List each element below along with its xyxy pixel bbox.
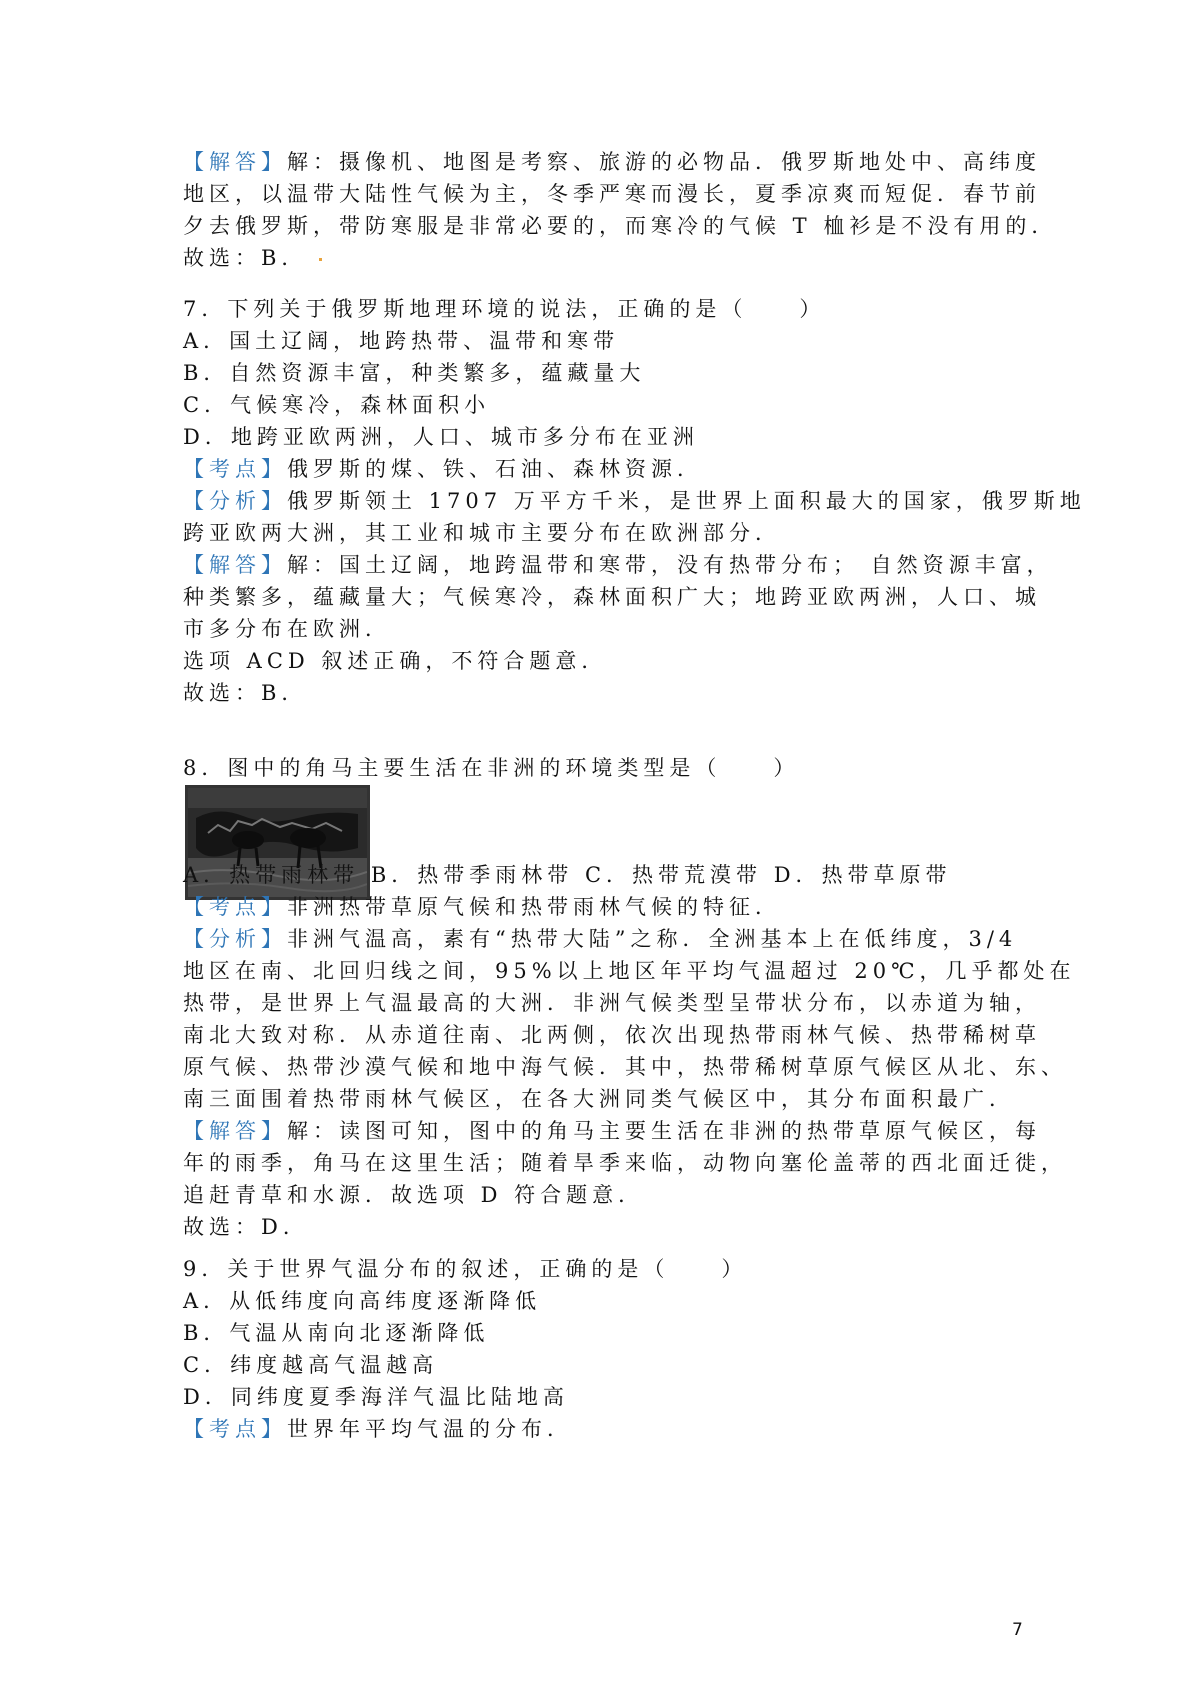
jieda-tag: 【解答】 — [183, 1119, 287, 1143]
fenxi-tag: 【分析】 — [183, 489, 287, 513]
option-a: A．从低纬度向高纬度逐渐降低 — [183, 1289, 542, 1313]
option-d: D．同纬度夏季海洋气温比陆地高 — [183, 1385, 569, 1409]
kaodian-tag: 【考点】 — [183, 895, 287, 919]
jieda-line: 追赶青草和水源．故选项 D 符合题意． — [183, 1183, 645, 1207]
decorative-dot — [319, 258, 322, 261]
question-stem: 8．图中的角马主要生活在非洲的环境类型是（ ） — [183, 756, 800, 780]
kaodian-text: 俄罗斯的煤、铁、石油、森林资源． — [287, 457, 703, 481]
jieda-line: 市多分布在欧洲． — [183, 617, 391, 641]
q6-answer-section — [183, 146, 1058, 274]
q6-answer-line: 解：摄像机、地图是考察、旅游的必物品．俄罗斯地处中、高纬度 — [287, 150, 1041, 174]
fenxi-line: 南北大致对称．从赤道往南、北两侧，依次出现热带雨林气候、热带稀树草 — [183, 1023, 1041, 1047]
fenxi-tag: 【分析】 — [183, 927, 287, 951]
jieda-tag: 【解答】 — [183, 553, 287, 577]
option-d: D．地跨亚欧两洲，人口、城市多分布在亚洲 — [183, 425, 699, 449]
fenxi-line: 俄罗斯领土 1707 万平方千米，是世界上面积最大的国家，俄罗斯地 — [287, 489, 1086, 513]
question-7 — [183, 293, 1086, 709]
kaodian-tag: 【考点】 — [183, 457, 287, 481]
q6-answer-line: 故选：B． — [183, 246, 308, 270]
fenxi-line: 非洲气温高，素有“热带大陆”之称．全洲基本上在低纬度，3/4 — [287, 927, 1018, 951]
option-b: B．气温从南向北逐渐降低 — [183, 1321, 490, 1345]
jieda-line: 解：读图可知，图中的角马主要生活在非洲的热带草原气候区，每 — [287, 1119, 1041, 1143]
q6-answer-line: 地区，以温带大陆性气候为主，冬季严寒而漫长，夏季凉爽而短促．春节前 — [183, 182, 1041, 206]
kaodian-text: 世界年平均气温的分布． — [287, 1417, 573, 1441]
question-stem: 7．下列关于俄罗斯地理环境的说法，正确的是（ ） — [183, 297, 826, 321]
jieda-line: 解：国土辽阔，地跨温带和寒带，没有热带分布； 自然资源丰富， — [287, 553, 1053, 577]
q6-answer-line: 夕去俄罗斯，带防寒服是非常必要的，而寒冷的气候 T 桖衫是不没有用的． — [183, 214, 1058, 238]
question-8-body — [183, 859, 1076, 1243]
question-9 — [183, 1253, 1023, 1445]
kaodian-text: 非洲热带草原气候和热带雨林气候的特征． — [287, 895, 781, 919]
options-line: A．热带雨林带 B．热带季雨林带 C．热带荒漠带 D．热带草原带 — [183, 863, 952, 887]
page-number: 7 — [1012, 1620, 1023, 1640]
fenxi-line: 跨亚欧两大洲，其工业和城市主要分布在欧洲部分． — [183, 521, 781, 545]
option-a: A．国土辽阔，地跨热带、温带和寒带 — [183, 329, 620, 353]
fenxi-line: 热带，是世界上气温最高的大洲．非洲气候类型呈带状分布，以赤道为轴， — [183, 991, 1041, 1015]
jieda-line: 种类繁多，蕴藏量大；气候寒冷，森林面积广大；地跨亚欧两洲，人口、城 — [183, 585, 1041, 609]
jieda-line: 故选：D． — [183, 1215, 309, 1239]
kaodian-tag: 【考点】 — [183, 1417, 287, 1441]
option-c: C．气候寒冷，森林面积小 — [183, 393, 491, 417]
question-stem: 9．关于世界气温分布的叙述，正确的是（ ） — [183, 1257, 748, 1281]
jieda-line: 年的雨季，角马在这里生活；随着旱季来临，动物向塞伦盖蒂的西北面迁徙， — [183, 1151, 1067, 1175]
fenxi-line: 地区在南、北回归线之间，95%以上地区年平均气温超过 20℃，几乎都处在 — [183, 959, 1076, 983]
option-c: C．纬度越高气温越高 — [183, 1353, 439, 1377]
fenxi-line: 原气候、热带沙漠气候和地中海气候．其中，热带稀树草原气候区从北、东、 — [183, 1055, 1067, 1079]
question-8-stem — [183, 752, 1023, 784]
jieda-line: 选项 ACD 叙述正确，不符合题意． — [183, 649, 608, 673]
jieda-tag: 【解答】 — [183, 150, 287, 174]
option-b: B．自然资源丰富，种类繁多，蕴藏量大 — [183, 361, 646, 385]
jieda-line: 故选：B． — [183, 681, 308, 705]
fenxi-line: 南三面围着热带雨林气候区，在各大洲同类气候区中，其分布面积最广． — [183, 1087, 1015, 1111]
